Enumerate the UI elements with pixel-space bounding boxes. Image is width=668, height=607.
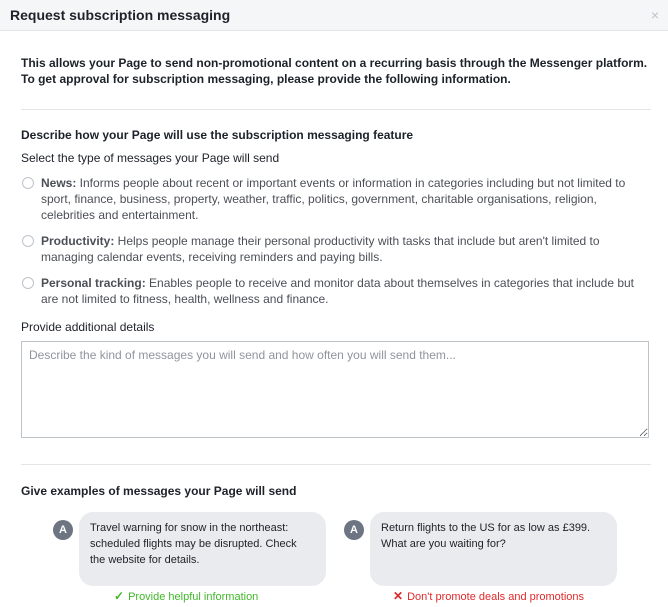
news-radio[interactable] (22, 177, 34, 189)
message-bubble: Travel warning for snow in the northeast: scheduled flights may be disrupted. Check the website for details. (79, 512, 326, 586)
intro-text: This allows your Page to send non-promotional content on a recurring basis through the Messenger platform. To get approval for subscription messaging, please provide the following information. (21, 56, 648, 86)
check-icon: ✓ (114, 589, 125, 603)
message-type-label: Select the type of messages your Page will send (21, 151, 280, 165)
verdict-text: Provide helpful information (128, 591, 259, 603)
option-description: Informs people about recent or important events or information in categories including but not limited to sport, finance, business, property, weather, traffic, politics, government, charitable organisations, religion, celebrities and entertainment. (41, 176, 626, 222)
verdict-bad (393, 589, 584, 603)
message-bubble: Return flights to the US for as low as £399. What are you waiting for? (370, 512, 617, 586)
details-textarea[interactable] (21, 341, 649, 438)
usage-section-title: Describe how your Page will use the subscription messaging feature (21, 128, 414, 142)
option-description: Enables people to receive and monitor data about themselves in categories that include but are not limited to fitness, health, wellness and finance. (41, 276, 635, 306)
divider (21, 464, 651, 465)
option-text (41, 175, 651, 223)
verdict-good (114, 589, 258, 603)
option-text (41, 275, 651, 307)
cross-icon: ✕ (393, 589, 404, 603)
option-name: Personal tracking: (41, 276, 146, 290)
option-name: News: (41, 176, 77, 190)
option-text (41, 233, 651, 265)
option-name: Productivity: (41, 234, 115, 248)
option-description: Helps people manage their personal productivity with tasks that include but aren't limited to managing calendar events, receiving reminders and paying bills. (41, 234, 600, 264)
avatar: A (53, 520, 73, 540)
dialog-header (0, 0, 668, 31)
personal-tracking-radio[interactable] (22, 277, 34, 289)
verdict-text: Don't promote deals and promotions (407, 591, 585, 603)
close-icon[interactable]: × (650, 7, 660, 23)
avatar: A (344, 520, 364, 540)
divider (21, 109, 651, 110)
details-label: Provide additional details (21, 320, 155, 334)
dialog-title: Request subscription messaging (10, 7, 231, 23)
productivity-radio[interactable] (22, 235, 34, 247)
examples-section-title: Give examples of messages your Page will send (21, 484, 297, 498)
